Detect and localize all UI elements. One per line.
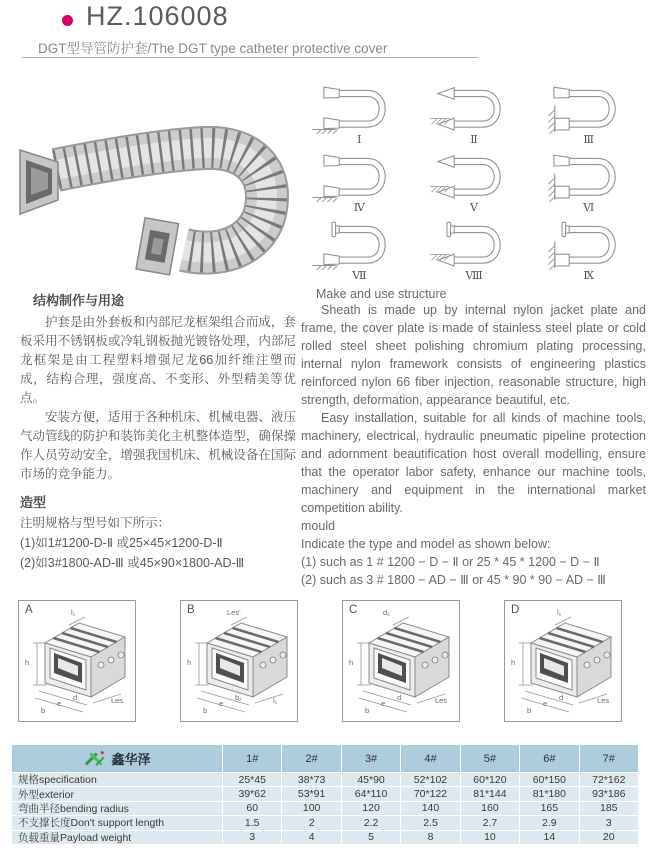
page-subtitle: DGT型导管防护套/The DGT type catheter protective cover [38,41,388,56]
spec-cell: 140 [401,802,459,815]
svg-text:h: h [25,658,30,667]
en-paragraph-2: Easy installation, suitable for all kinds of machine tools, machinery, electrical, hydraulic pneumatic pipeline protection and adornment beautification host overall modelling, ensure that the operator labor safety, enhance our machine tools, machinery and equipment in the international market competition ability. [301,411,646,515]
drawing-label: D [511,604,520,616]
spec-row-label: 规格specification [12,773,222,786]
spec-cell: 81*144 [461,787,519,800]
spec-cell: 64*110 [342,787,400,800]
spec-cell: 38*73 [282,773,340,786]
hook-diagram-3 [531,80,646,148]
spec-cell: 2.7 [461,816,519,829]
spec-cell: 45*90 [342,773,400,786]
spec-cell: 2.2 [342,816,400,829]
spec-col-header: 4# [401,745,459,772]
spec-cell: 1.5 [223,816,281,829]
svg-text:b: b [527,706,532,715]
cn-section-heading: 结构制作与用途 [33,293,125,308]
en-model-2: (2) such as 3 # 1800 − AD − Ⅲ or 45 * 90 * 90 − AD − Ⅲ [301,573,606,587]
svg-text:b: b [203,706,208,715]
spec-cell: 120 [342,802,400,815]
hook-diagram-6 [531,148,646,216]
svg-text:d: d [559,693,564,702]
spec-cell: 93*186 [580,787,638,800]
en-paragraph-1: Sheath is made up by internal nylon jacket plate and frame, the cover plate is made of stainless steel plate or cold rolled steel sheet polishing chromium plating processing, internal nylon framework consists of engineering plastics reinforced nylon 66 fiber injection, reasonable structure, high strength, deformation, appearance beautiful, etc. [301,303,646,407]
spec-row-label: 负载重量Payload weight [12,831,222,844]
spec-cell: 8 [401,831,459,844]
spec-cell: 100 [282,802,340,815]
spec-cell: 81*180 [520,787,578,800]
cn-note: 注明规格与型号如下所示： [20,516,171,530]
hook-label: Ⅱ [470,133,478,146]
en-model-1: (1) such as 1 # 1200 − D − Ⅱ or 25 * 45 * 1200 − D − Ⅱ [301,555,600,569]
spec-cell: 20 [580,831,638,844]
en-section-heading: Make and use structure [316,287,447,301]
hook-label: Ⅷ [465,269,483,282]
svg-text:h: h [511,658,516,667]
drawing-label: A [25,604,33,616]
spec-table [12,745,638,844]
svg-text:Les′: Les′ [227,608,241,617]
spec-col-header: 3# [342,745,400,772]
drawing-label: C [349,604,358,616]
spec-cell: 53*91 [282,787,340,800]
svg-text:h: h [349,658,354,667]
product-photo [6,72,294,284]
english-text-column [301,287,646,589]
accent-dot-icon [62,15,73,26]
spec-cell: 2.5 [401,816,459,829]
spec-cell: 160 [461,802,519,815]
cn-paragraph-1: 护套是由外套板和内部尼龙框架组合而成，套板采用不锈钢板或冷轧钢板抛光镀铬处理，内部尼龙框架是由工程塑料增强尼龙66加纤维注塑而成，结构合理，强度高、不变形、外型精美等优点。 [20,315,296,405]
spec-cell: 39*62 [223,787,281,800]
hook-diagram-7 [302,216,417,284]
svg-text:e: e [57,699,62,708]
en-mould: mould [301,519,336,533]
svg-text:b₁: b₁ [235,693,242,702]
spec-col-header: 6# [520,745,578,772]
brand-header-cell [12,745,222,772]
hook-diagram-8 [417,216,532,284]
brand-logo-icon [83,750,107,768]
spec-cell: 52*102 [401,773,459,786]
spec-cell: 25*45 [223,773,281,786]
svg-text:Les: Les [435,696,448,705]
svg-text:l₁: l₁ [273,696,278,705]
hook-label: Ⅴ [470,201,478,214]
spec-cell: 3 [580,816,638,829]
cn-model-2: (2)如3#1800-AD-Ⅲ 或45×90×1800-AD-Ⅲ [20,556,245,570]
svg-text:l₁: l₁ [71,608,76,617]
hook-diagram-5 [417,148,532,216]
spec-cell: 72*162 [580,773,638,786]
header-divider [22,57,478,58]
svg-text:Les: Les [597,696,610,705]
spec-col-header: 7# [580,745,638,772]
spec-cell: 165 [520,802,578,815]
hook-label: Ⅶ [352,269,367,282]
svg-text:d: d [73,693,78,702]
spec-cell: 60*120 [461,773,519,786]
svg-text:e: e [381,699,386,708]
svg-text:e: e [219,699,224,708]
spec-row-label: 弯曲半径bending radius [12,802,222,815]
hook-diagram-grid [302,80,646,284]
spec-col-header: 2# [282,745,340,772]
hook-diagram-4 [302,148,417,216]
drawing-box-b [180,600,298,722]
cn-paragraph-2: 安装方便，适用于各种机床、机械电器、液压气动管线的防护和装饰美化主机整体造型，确保操作人员劳动安全，增强我国机床、机械设备在国际市场的竞争能力。 [20,410,296,481]
spec-col-header: 1# [223,745,281,772]
hook-diagram-2 [417,80,532,148]
spec-col-header: 5# [461,745,519,772]
svg-text:h: h [187,658,192,667]
spec-cell: 4 [282,831,340,844]
page-title: HZ.106008 [86,1,229,31]
svg-text:b: b [365,706,370,715]
spec-cell: 2.9 [520,816,578,829]
svg-text:e: e [543,699,548,708]
cn-model-1: (1)如1#1200-D-Ⅱ 或25×45×1200-D-Ⅱ [20,536,223,550]
hook-label: Ⅳ [353,201,365,214]
spec-row-label: 不支撑长度Don't support length [12,816,222,829]
drawing-box-d [504,600,622,722]
spec-cell: 70*122 [401,787,459,800]
svg-text:Les: Les [111,696,124,705]
hook-diagram-9 [531,216,646,284]
drawing-box-c [342,600,460,722]
spec-cell: 60*150 [520,773,578,786]
hook-diagram-1 [302,80,417,148]
spec-cell: 3 [223,831,281,844]
spec-cell: 2 [282,816,340,829]
hook-label: Ⅵ [583,201,595,214]
spec-cell: 60 [223,802,281,815]
spec-cell: 185 [580,802,638,815]
svg-text:d: d [397,693,402,702]
chinese-text-column [20,290,296,573]
svg-text:d₁: d₁ [383,608,390,617]
spec-cell: 5 [342,831,400,844]
hook-label: Ⅰ [357,133,362,146]
brand-name: 鑫华泽 [111,752,151,767]
spec-cell: 10 [461,831,519,844]
spec-cell: 14 [520,831,578,844]
drawing-box-a [18,600,136,722]
hook-label: Ⅸ [583,269,594,282]
svg-text:l₁: l₁ [557,608,562,617]
hook-label: Ⅲ [583,133,594,146]
drawing-label: B [187,604,195,616]
svg-text:b: b [41,706,46,715]
cn-subheading: 造型 [20,495,47,510]
en-note: Indicate the type and model as shown below: [301,537,551,551]
spec-row-label: 外型exterior [12,787,222,800]
